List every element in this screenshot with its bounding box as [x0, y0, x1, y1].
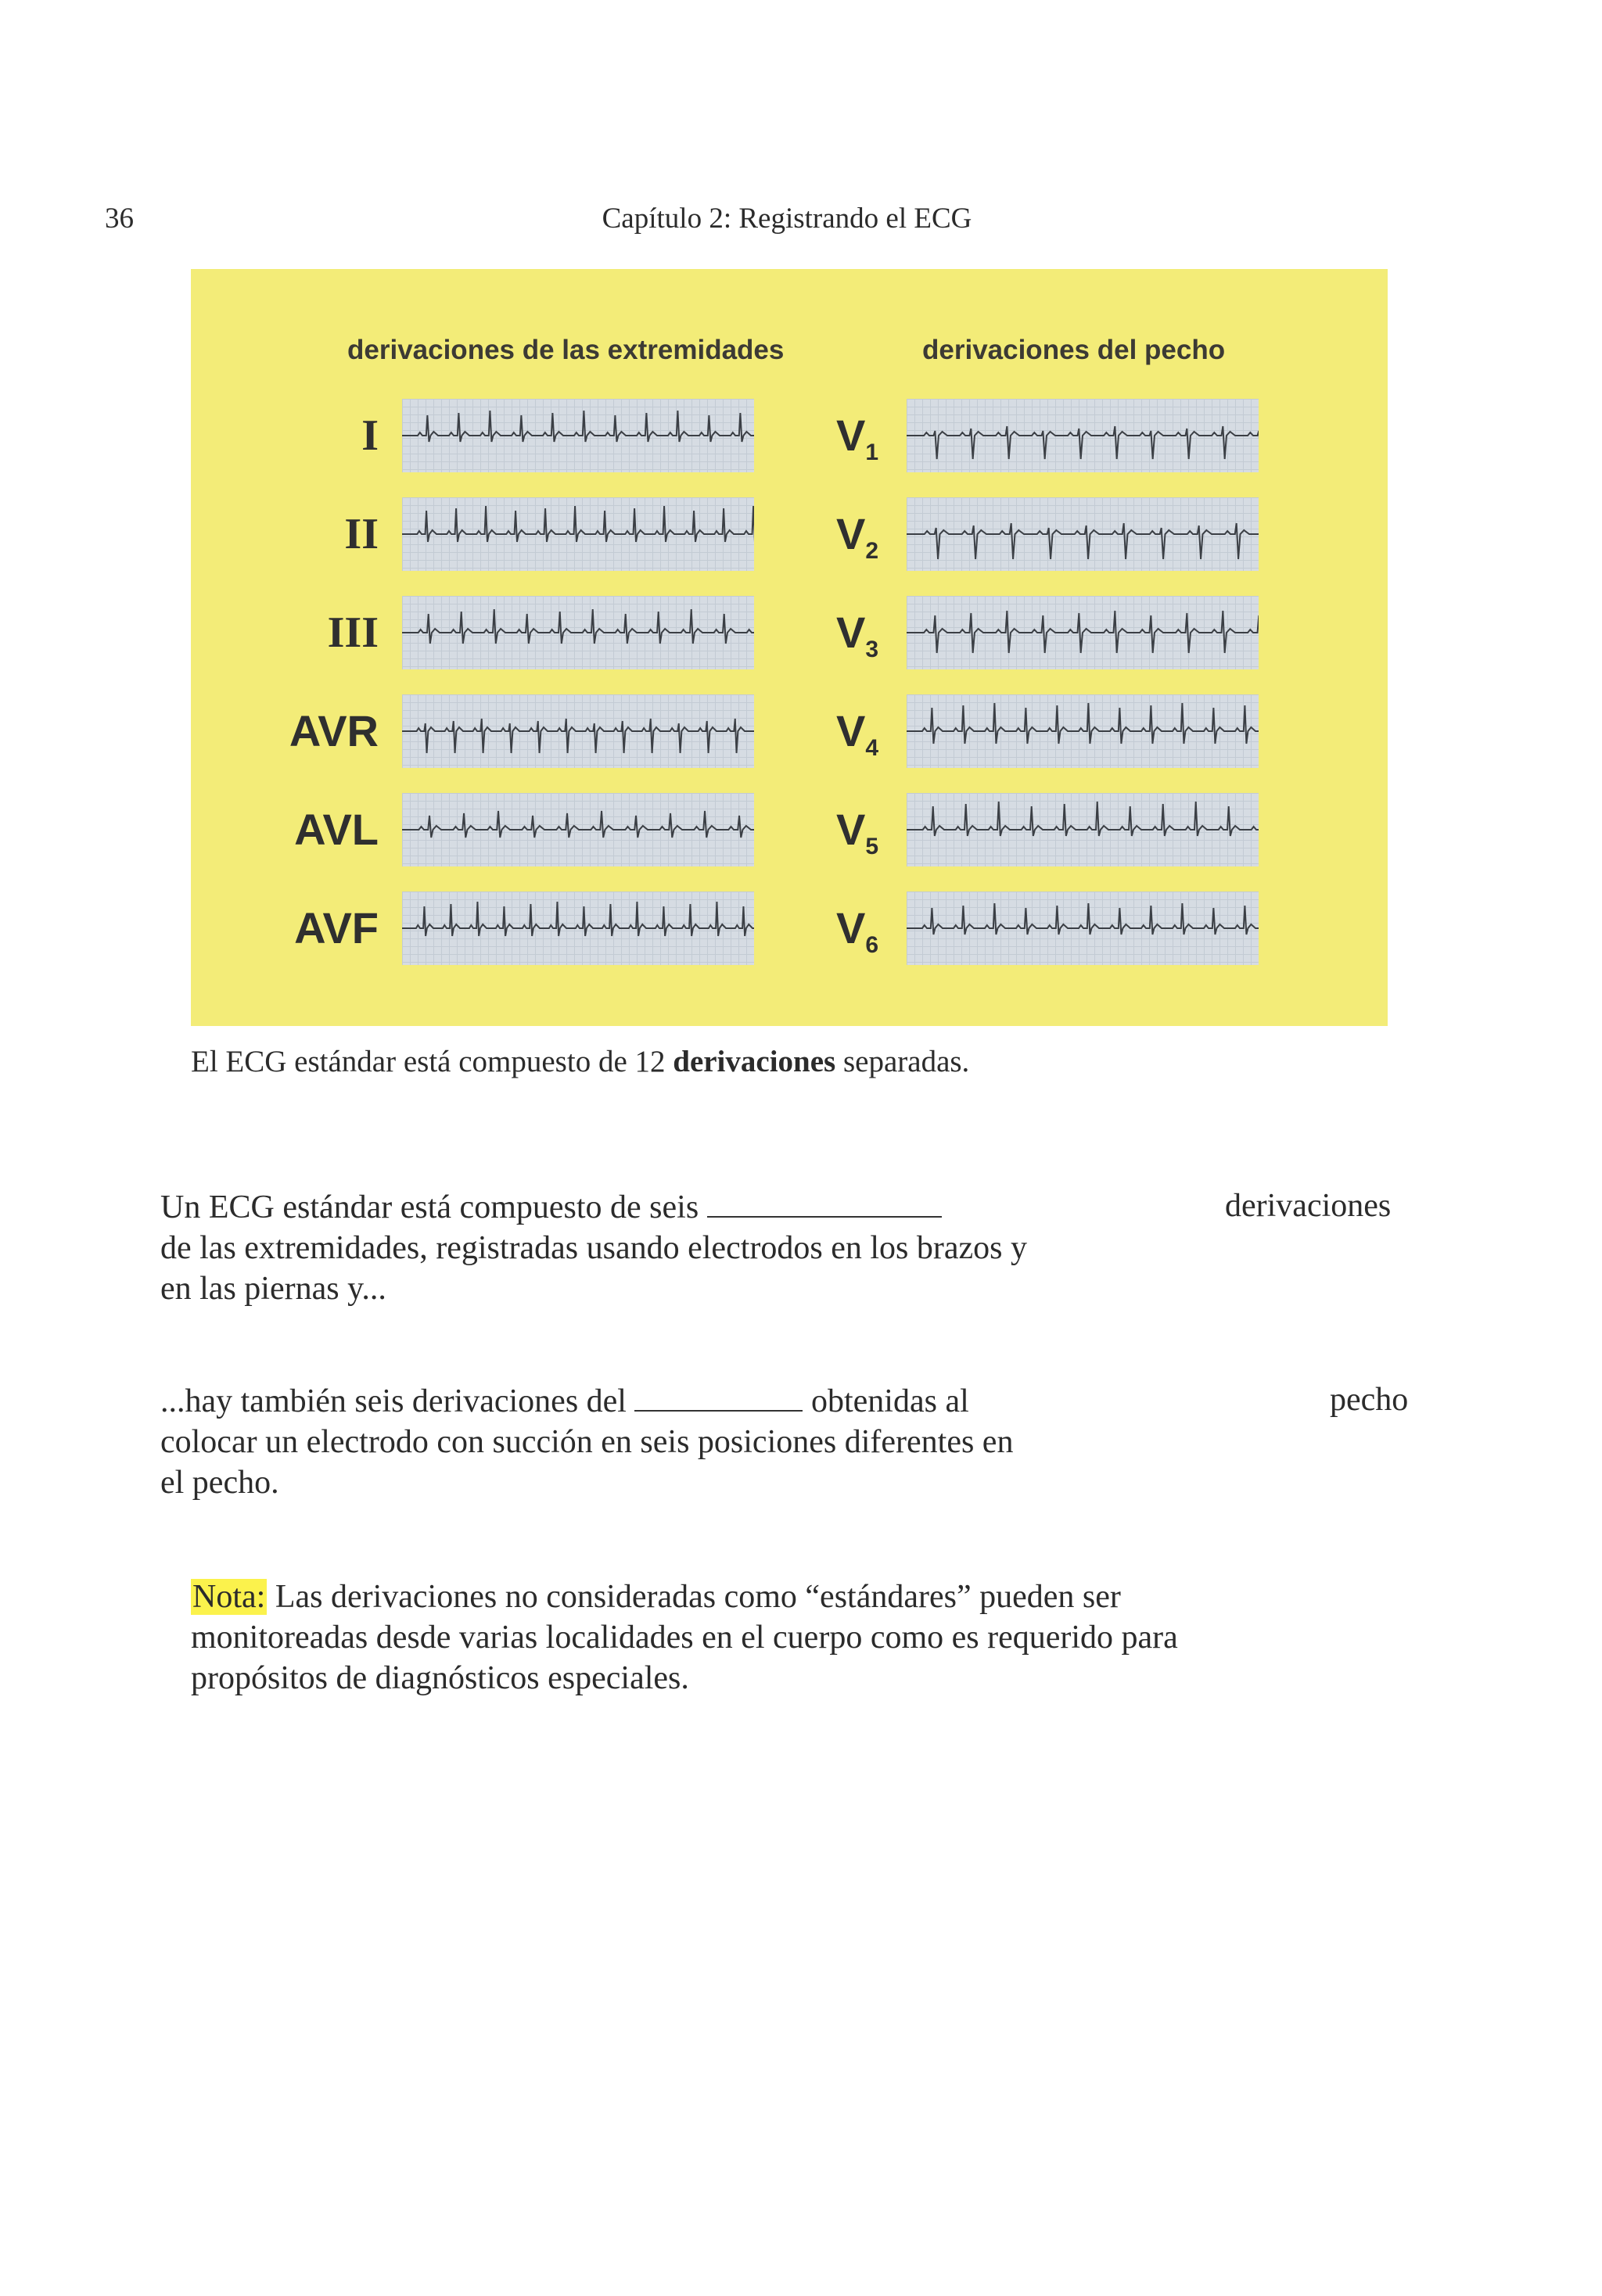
- ecg-waveform: [402, 902, 754, 936]
- lead-label-v4: [836, 694, 883, 768]
- ecg-trace-iii: [402, 596, 754, 669]
- ecg-strip-avr: [402, 694, 754, 768]
- answer-1: derivaciones: [1225, 1188, 1392, 1224]
- lead-letter-v6: V: [836, 903, 866, 952]
- ecg-trace-v6: [907, 891, 1259, 965]
- lead-label-v5: [836, 793, 883, 866]
- fill-in-blank-2: [634, 1387, 803, 1412]
- ecg-strip-i: [402, 399, 754, 472]
- limb-leads-heading: derivaciones de las extremidades: [347, 335, 785, 365]
- caption-start: El ECG estándar está compuesto de 12: [191, 1045, 673, 1078]
- ecg-figure: [191, 269, 1388, 1026]
- frame-2-text: [160, 1381, 1036, 1503]
- ecg-trace-v2: [907, 497, 1259, 571]
- ecg-waveform: [907, 903, 1259, 935]
- lead-letter-v2: V: [836, 509, 866, 558]
- note-text: Las derivaciones no consideradas como “estándares” pueden ser monitoreadas desde varias localidades en el cuerpo como es requerido para propósitos de diagnósticos especiales.: [191, 1579, 1178, 1696]
- ecg-strip-v5: [907, 793, 1259, 866]
- frame-2-before: ...hay también seis derivaciones del: [160, 1383, 627, 1419]
- lead-letter-v4: V: [836, 706, 866, 755]
- caption-bold: derivaciones: [673, 1045, 836, 1078]
- page-number: 36: [105, 203, 134, 235]
- ecg-strip-iii: [402, 596, 754, 669]
- lead-number-v4: 4: [865, 735, 879, 761]
- running-title: Capítulo 2: Registrando el ECG: [602, 203, 972, 235]
- lead-number-v2: 2: [865, 538, 879, 564]
- lead-number-v1: 1: [865, 439, 879, 465]
- frame-1-rest: de las extremidades, registradas usando electrodos en los brazos y en las piernas y...: [160, 1230, 1027, 1307]
- fill-in-blank-1: [707, 1193, 942, 1218]
- ecg-waveform: [402, 609, 754, 644]
- ecg-waveform: [907, 523, 1259, 559]
- ecg-waveform: [402, 506, 754, 542]
- lead-label-avr: AVR: [289, 706, 379, 755]
- ecg-waveform: [402, 719, 754, 753]
- ecg-trace-avr: [402, 694, 754, 768]
- ecg-trace-ii: [402, 497, 754, 571]
- lead-number-v5: 5: [865, 834, 879, 859]
- ecg-strip-avl: [402, 793, 754, 866]
- note-block: [191, 1577, 1302, 1699]
- lead-label-v3: [836, 596, 883, 669]
- ecg-waveform: [907, 611, 1259, 653]
- caption-end: separadas.: [835, 1045, 970, 1078]
- lead-label-v2: [836, 497, 883, 571]
- lead-label-ii: II: [344, 510, 379, 558]
- ecg-trace-avf: [402, 891, 754, 965]
- ecg-strip-v6: [907, 891, 1259, 965]
- ecg-trace-v1: [907, 399, 1259, 472]
- answer-2: pecho: [1330, 1382, 1409, 1418]
- ecg-strip-v4: [907, 694, 1259, 768]
- lead-label-v6: [836, 891, 883, 965]
- lead-label-avl: AVL: [294, 805, 379, 854]
- frame-1-text: [160, 1187, 1036, 1309]
- lead-number-v3: 3: [865, 637, 879, 662]
- ecg-trace-avl: [402, 793, 754, 866]
- ecg-trace-i: [402, 399, 754, 472]
- note-label: Nota:: [192, 1579, 266, 1615]
- lead-letter-v1: V: [836, 411, 866, 460]
- ecg-strip-v3: [907, 596, 1259, 669]
- ecg-strip-v2: [907, 497, 1259, 571]
- ecg-trace-v5: [907, 793, 1259, 866]
- ecg-waveform: [402, 411, 754, 442]
- lead-letter-v3: V: [836, 608, 866, 657]
- ecg-strip-ii: [402, 497, 754, 571]
- lead-number-v6: 6: [865, 932, 879, 958]
- chest-leads-heading: derivaciones del pecho: [922, 335, 1226, 365]
- lead-label-v1: [836, 399, 883, 472]
- frame-1-line1: Un ECG estándar está compuesto de seis: [160, 1189, 699, 1225]
- ecg-trace-v4: [907, 694, 1259, 768]
- ecg-waveform: [907, 426, 1259, 459]
- frame-2-after: obtenidas al colocar un electrodo con succión en seis posiciones diferentes en el pecho.: [160, 1383, 1014, 1501]
- ecg-waveform: [907, 802, 1259, 836]
- ecg-waveform: [907, 703, 1259, 744]
- ecg-strip-avf: [402, 891, 754, 965]
- figure-caption: [191, 1044, 969, 1079]
- lead-letter-v5: V: [836, 805, 866, 854]
- lead-label-avf: AVF: [294, 903, 379, 952]
- ecg-waveform: [402, 811, 754, 838]
- lead-label-iii: III: [327, 608, 379, 657]
- ecg-trace-v3: [907, 596, 1259, 669]
- lead-label-i: I: [361, 411, 379, 460]
- ecg-strip-v1: [907, 399, 1259, 472]
